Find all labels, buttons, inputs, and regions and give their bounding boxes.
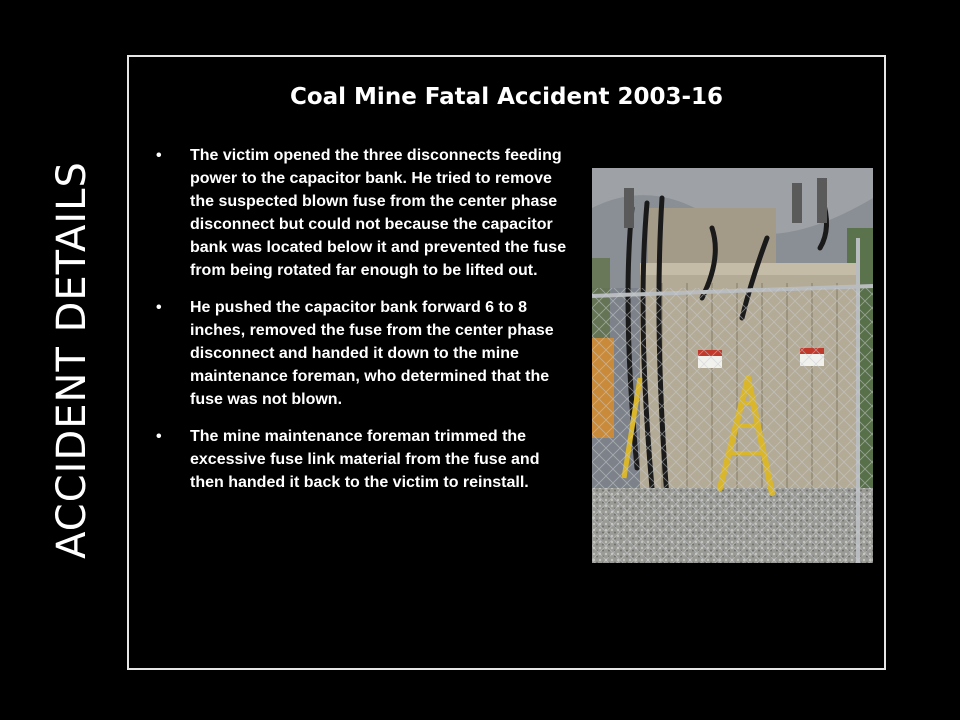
- photo-illustration: [592, 168, 873, 563]
- bullet-dot: •: [156, 428, 162, 445]
- bullet-text: The victim opened the three disconnects feeding power to the capacitor bank. He tried to remove the suspected blown fuse from the center phase disconnect but could not because the capacitor bank was located below it and prevented the fuse from being rotated far enough to be lifted out.: [190, 147, 567, 279]
- side-label-text: ACCIDENT DETAILS: [49, 161, 95, 559]
- bullet-text: The mine maintenance foreman trimmed the excessive fuse link material from the fuse and then handed it back to the victim to reinstall.: [190, 428, 540, 491]
- bullet-item: [154, 296, 572, 411]
- bullet-list: [154, 144, 572, 508]
- capacitor-bank-photo: [592, 168, 873, 563]
- bullet-item: [154, 425, 572, 494]
- bullet-dot: •: [156, 147, 162, 164]
- bullet-dot: •: [156, 299, 162, 316]
- bullet-item: [154, 144, 572, 282]
- bullet-text: He pushed the capacitor bank forward 6 to 8 inches, removed the fuse from the center phase disconnect and handed it down to the mine maintenance foreman, who determined that the fuse was not blown.: [190, 299, 554, 408]
- slide-title: Coal Mine Fatal Accident 2003-16: [289, 84, 724, 110]
